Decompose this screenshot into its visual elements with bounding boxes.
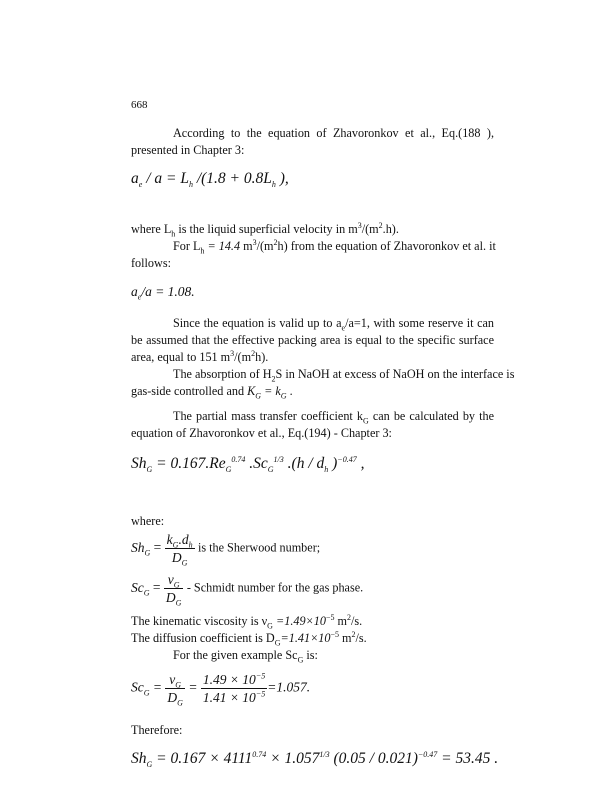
where-label: where: <box>131 514 165 528</box>
paragraph-partial: The partial mass transfer coefficient $k_G$ can be calculated by the equation of Zhavoronkov et al., Eq.(194) - Chapter 3: <box>131 409 494 440</box>
page-number: 668 <box>131 99 148 111</box>
equation-effective-area: $a_e / a = L_h$ $/(1.8 + 0.8L_h$ ), <box>131 170 289 190</box>
definition-sherwood: $Sh_G$ = $\frac{k_G.d_h}{D_G}$ is the Sherwood number; <box>131 532 321 568</box>
therefore-label: Therefore: <box>131 723 183 737</box>
paragraph-absorption-cont: gas-side controlled and $K_G = k_G$ . <box>131 384 293 401</box>
equation-sherwood-value: $Sh_G = 0.167 \times 4111^{0.74} \times 1.057^{1/3}$ (0.05 / 0.021)$^{-0.47}$ = 53.45 . <box>131 749 499 770</box>
paragraph-absorption: The absorption of $H_2S$ in NaOH at excess of NaOH on the interface is <box>173 367 515 384</box>
equation-ae-over-a: $a_e/a = 1.08$. <box>131 284 195 302</box>
for-example-line: For the given example $Sc_G$ is: <box>173 648 318 665</box>
equation-schmidt-value: $Sc_G$ = $\frac{\nu_G}{D_G}$ = $\frac{1.49 \times 10^{-5}}{1.41 \times 10^{-5}}$ =1.057. <box>131 671 311 708</box>
fraction-sherwood: $\frac{k_G.d_h}{D_G}$ <box>166 532 193 568</box>
paragraph-since: Since the equation is valid up to $a_e/a=1$, with some reserve it can be assumed that the effective packing area is equal to the specific surface area, equal to 151 $m^3/(m^2h)$. <box>131 316 494 364</box>
paragraph-for-lh: For $L_h = 14.4$ $m^3/(m^2h)$ from the equation of Zhavoronkov et al. it <box>173 237 496 256</box>
paragraph-for-lh-cont: follows: <box>131 256 171 270</box>
definition-lh: where $L_h$ is the liquid superficial velocity in $m^3/(m^2.h)$. <box>131 220 399 239</box>
definition-schmidt: $Sc_G$ = $\frac{\nu_G}{D_G}$ - Schmidt number for the gas phase. <box>131 572 364 608</box>
diffusion-coefficient: The diffusion coefficient is $D_G=1.41\times 10^{-5}$ $m^2/s$. <box>131 629 367 648</box>
kinematic-viscosity: The kinematic viscosity is $\nu_G =1.49\times 10^{-5}$ $m^2/s$. <box>131 612 363 631</box>
paragraph-intro: According to the equation of Zhavoronkov et al., Eq.(188 ), presented in Chapter 3: <box>131 126 494 157</box>
fraction-schmidt: $\frac{\nu_G}{D_G}$ <box>165 572 182 608</box>
fraction-nu-over-d: $\frac{\nu_G}{D_G}$ <box>167 672 183 708</box>
fraction-numeric: $\frac{1.49 \times 10^{-5}}{1.41 \times 10^{-5}}$ <box>202 671 266 705</box>
equation-sherwood: $Sh_G = 0.167.Re_G^{0.74}$ $.Sc_G^{1/3}$ $.(h / d_h$ )$^{-0.47}$ , <box>131 454 365 475</box>
